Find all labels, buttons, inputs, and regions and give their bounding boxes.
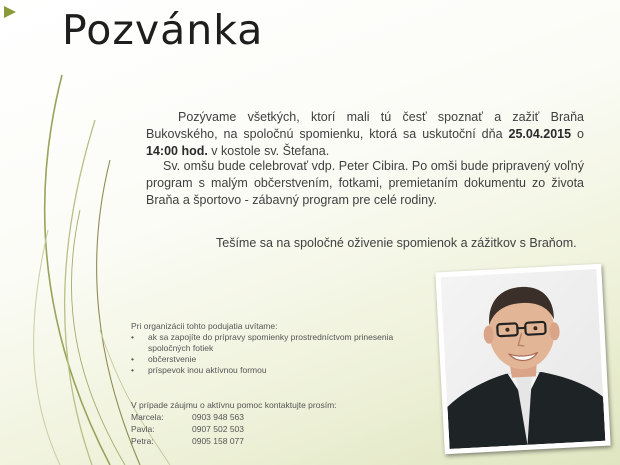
event-date: 25.04.2015 xyxy=(508,127,572,141)
portrait-photo-frame xyxy=(435,264,610,454)
contact-phone: 0907 502 503 xyxy=(192,424,244,434)
contact-name: Marcela: xyxy=(131,412,164,422)
contact-name: Petra: xyxy=(131,436,154,446)
organization-section xyxy=(131,321,418,376)
p1-text-a: Pozývame všetkých, ktorí mali tú česť spoznať a zažiť Braňa Bukovského, na spoločnú spomienku, ktorá sa uskutoční dňa xyxy=(146,110,584,141)
p1-text-b: o xyxy=(571,127,584,141)
contact-row xyxy=(131,423,337,435)
contact-row xyxy=(131,411,337,423)
org-list xyxy=(131,332,418,376)
contact-phone: 0903 948 563 xyxy=(192,412,244,422)
portrait-illustration xyxy=(441,269,606,449)
bullet-icon: • xyxy=(131,332,134,342)
contact-row xyxy=(131,435,337,447)
contact-section xyxy=(131,399,337,447)
org-list-item: • príspevok inou aktívnou formou xyxy=(131,365,267,375)
invitation-paragraph xyxy=(146,109,584,160)
event-time: 14:00 hod. xyxy=(146,144,208,158)
contact-heading: V prípade záujmu o aktívnu pomoc kontaktujte prosím: xyxy=(131,400,337,410)
bullet-icon: • xyxy=(131,365,134,375)
org-list-item: • občerstvenie xyxy=(131,354,197,364)
p1-text-c: v kostole sv. Štefana. xyxy=(207,144,330,158)
org-heading: Pri organizácii tohto podujatia uvítame: xyxy=(131,321,278,331)
program-paragraph: Sv. omšu bude celebrovať vdp. Peter Cibira. Po omši bude pripravený voľný program s malým občerstvením, fotkami, premietaním dokumentu zo života Braňa a športovo - zábavný program pre celé rodiny. xyxy=(146,159,584,207)
closing-line: Tešíme sa na spoločné oživenie spomienok a zážitkov s Braňom. xyxy=(216,236,577,250)
page-title: Pozvánka xyxy=(62,6,264,54)
bullet-icon: • xyxy=(131,354,134,364)
org-list-item: • ak sa zapojíte do prípravy spomienky prostredníctvom prinesenia spoločných fotiek xyxy=(131,332,394,353)
contact-phone: 0905 158 077 xyxy=(192,436,244,446)
contact-name: Pavla: xyxy=(131,424,155,434)
portrait-photo xyxy=(441,269,606,449)
arrow-bullet-icon xyxy=(3,5,17,19)
